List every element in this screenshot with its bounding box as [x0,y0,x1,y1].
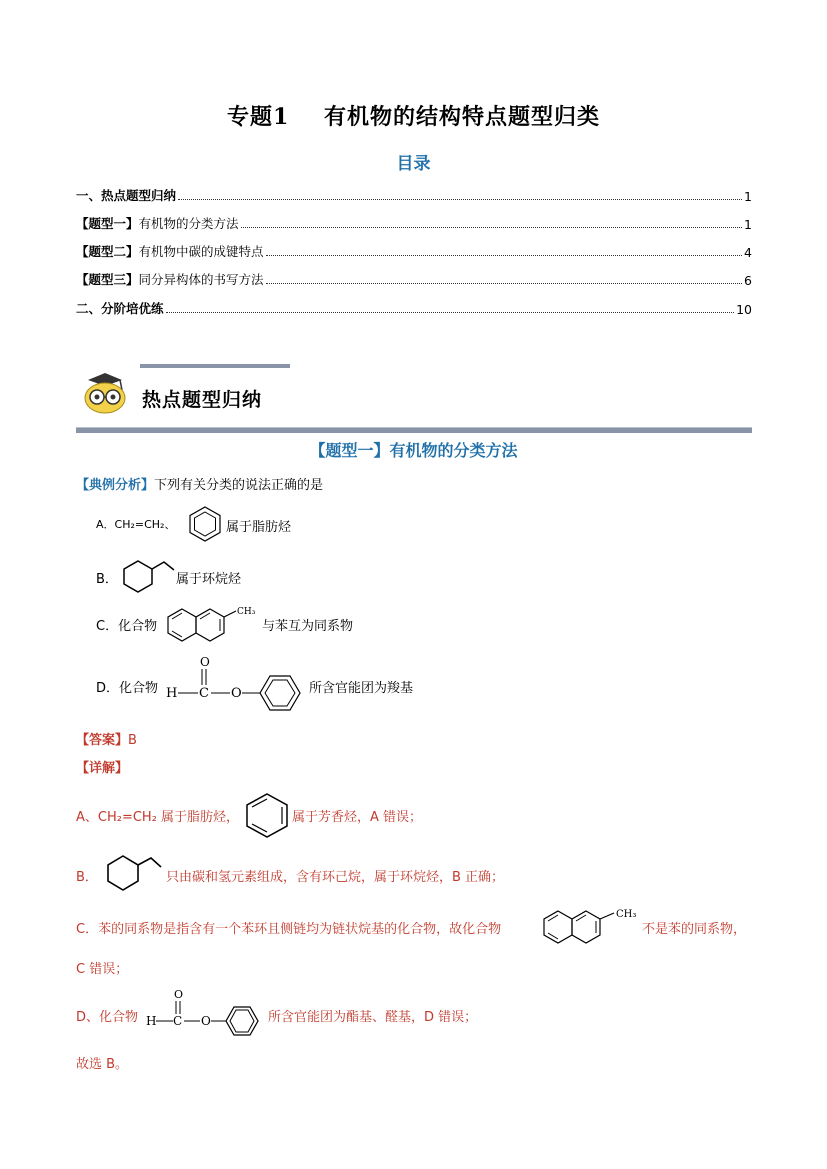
c-label: C [199,686,209,701]
toc-label: 有机物中碳的成键特点 [138,244,264,259]
toc-leader [178,199,742,200]
banner-heading: 热点题型归纳 [142,389,263,411]
ch3-label: CH₃ [237,607,256,617]
explain-c-line1-end: 不是苯的同系物， [642,922,747,937]
answer-value: B [128,733,137,748]
toc-row[interactable] [76,186,752,204]
option-a-prefix: A．CH₂=CH₂、 [96,518,176,531]
title-number: 专题1 [227,104,290,130]
methylcyclohexane-icon [120,558,176,594]
owl-mascot-icon [82,370,128,416]
toc-label: 二、分阶培优练 [76,301,164,316]
option-a-suffix: 属于脂肪烃 [226,520,292,535]
methylcyclohexane-icon [103,853,165,893]
explain-a-suffix: 属于芳香烃，A 错误； [292,810,423,825]
toc-row[interactable] [76,299,752,317]
banner-rule [76,427,752,433]
methylnaphthalene-icon [164,603,262,645]
methylnaphthalene-icon [540,905,644,947]
toc-leader [266,283,743,284]
h-label: H [146,1014,157,1028]
toc-page: 4 [744,245,752,260]
explain-c-line2: C 错误； [76,962,129,977]
option-c-prefix[interactable]: C．化合物 [96,619,158,634]
o-ester-label: O [231,686,242,701]
banner-top-rule [140,364,290,368]
benzene-ring-icon [186,505,224,543]
explain-a-prefix: A、CH₂=CH₂ 属于脂肪烃， [76,810,240,825]
toc-label: 有机物的分类方法 [138,216,239,231]
toc-row[interactable] [76,270,752,288]
toc-page: 6 [744,273,752,288]
ch3-label: CH₃ [616,909,637,920]
toc-label: 一、热点题型归纳 [76,188,177,203]
option-b-prefix[interactable]: B． [96,572,118,587]
c-label: C [173,1014,183,1028]
explain-d-suffix: 所含官能团为酯基、醛基，D 错误； [268,1010,478,1025]
option-d-suffix: 所含官能团为羧基 [309,681,414,696]
toc-leader [166,312,735,313]
title-text: 有机物的结构特点题型归类 [323,104,600,130]
option-b-suffix: 属于环烷烃 [176,572,242,587]
o-label: O [174,988,184,1001]
o-ester-label: O [201,1014,211,1028]
conclusion: 故选 B。 [76,1057,129,1072]
toc-row[interactable] [76,242,752,260]
page-title [0,100,827,131]
section-heading: 【题型一】有机物的分类方法 [309,441,518,460]
detail-tag: 【详解】 [76,761,129,776]
toc-bracket: 【题型一】 [76,216,139,231]
explain-b-prefix: B． [76,870,98,885]
option-c-suffix: 与苯互为同系物 [262,619,354,634]
example-tag: 【典例分析】 [76,478,155,493]
o-label: O [200,655,210,669]
toc-leader [266,255,743,256]
option-d-prefix[interactable]: D．化合物 [96,681,159,696]
benzene-kekule-icon [243,792,291,838]
h-label: H [166,686,178,701]
toc-page: 1 [744,217,752,232]
explain-c-line1: C．苯的同系物是指含有一个苯环且侧链均为链状烷基的化合物，故化合物 [76,922,502,937]
example-question [76,474,323,493]
toc-label: 同分异构体的书写方法 [138,272,264,287]
phenyl-formate-icon [144,986,266,1042]
toc-leader [241,227,743,228]
option-a[interactable] [96,516,175,532]
explain-b-suffix: 只由碳和氢元素组成，含有环己烷，属于环烷烃，B 正确； [166,870,505,885]
toc-bracket: 【题型二】 [76,244,139,259]
toc-page: 1 [744,189,752,204]
phenyl-formate-icon [164,652,308,716]
toc-row[interactable] [76,214,752,232]
answer-line [76,729,137,748]
question-text: 下列有关分类的说法正确的是 [154,478,324,493]
toc-page: 10 [736,302,752,317]
answer-tag: 【答案】 [76,733,129,748]
toc-title: 目录 [396,154,431,174]
toc-bracket: 【题型三】 [76,272,139,287]
explain-d-prefix: D、化合物 [76,1010,139,1025]
